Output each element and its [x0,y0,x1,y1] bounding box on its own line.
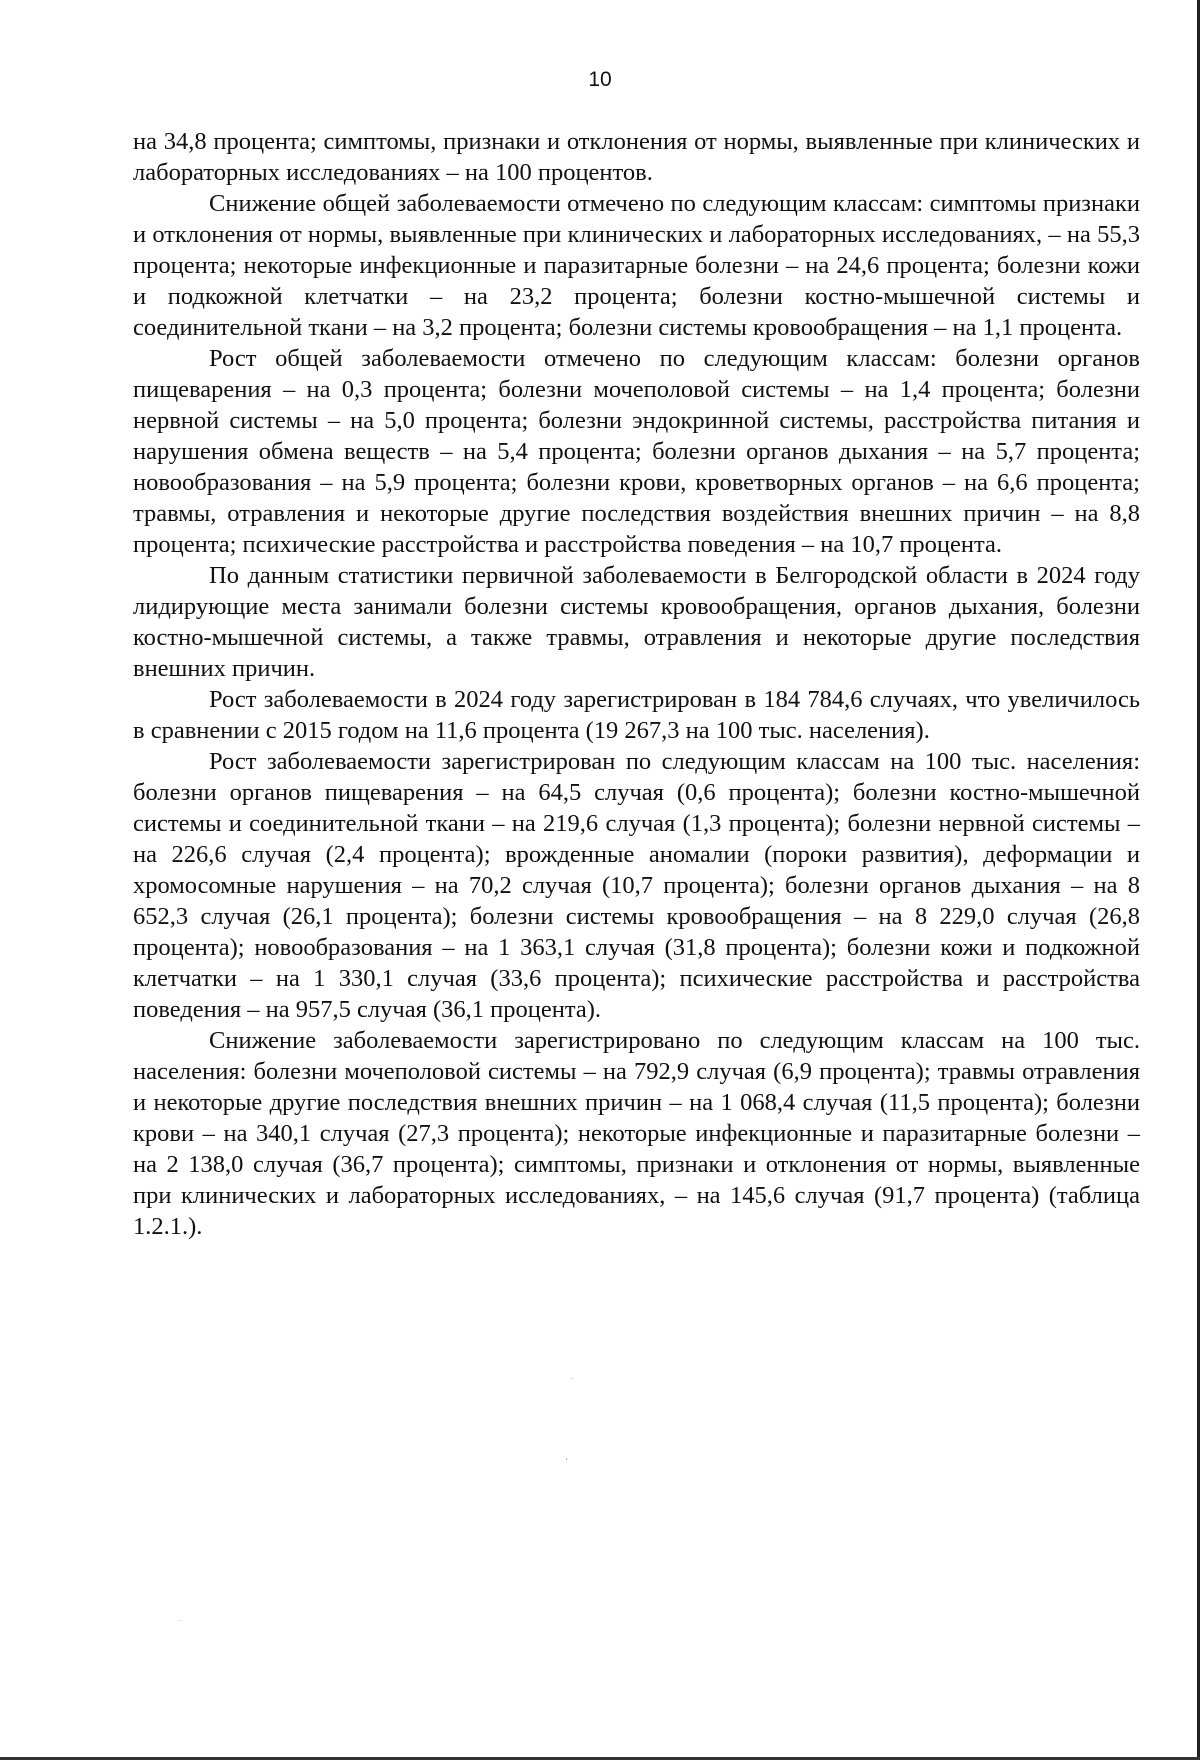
scan-speck [566,1458,567,1460]
paragraph-primary-morbidity-leaders: По данным статистики первичной заболеваемости в Белгородской области в 2024 году лидирующие места занимали болезни системы кровообращения, органов дыхания, болезни костно-мышечной системы, а также травмы, отравления и некоторые другие последствия внешних причин. [133,562,1140,682]
scan-speck [571,1378,572,1379]
scan-speck [180,1620,181,1621]
paragraph-decrease-by-class: Снижение заболеваемости зарегистрировано по следующим классам на 100 тыс. населения: болезни мочеполовой системы – на 792,9 случая (6,9 процента); травмы отравления и некоторые другие последствия внешних причин – на 1 068,4 случая (11,5 процента); болезни крови – на 340,1 случая (27,3 процента); некоторые инфекционные и паразитарные болезни – на 2 138,0 случая (36,7 процента); симптомы, признаки и отклонения от нормы, выявленные при клинических и лабораторных исследованиях, – на 145,6 случая (91,7 процента) (таблица 1.2.1.). [133,1027,1140,1240]
body-text [133,126,1140,1242]
paragraph-continuation: на 34,8 процента; симптомы, признаки и отклонения от нормы, выявленные при клинических и лабораторных исследованиях – на 100 процентов. [133,128,1140,186]
paragraph-growth-by-class: Рост заболеваемости зарегистрирован по следующим классам на 100 тыс. населения: болезни органов пищеварения – на 64,5 случая (0,6 процента); болезни костно-мышечной системы и соединительной ткани – на 219,6 случая (1,3 процента); болезни нервной системы – на 226,6 случая (2,4 процента); врожденные аномалии (пороки развития), деформации и хромосомные нарушения – на 70,2 случая (10,7 процента); болезни органов дыхания – на 8 652,3 случая (26,1 процента); болезни системы кровообращения – на 8 229,0 случая (26,8 процента); новообразования – на 1 363,1 случая (31,8 процента); болезни кожи и подкожной клетчатки – на 1 330,1 случая (33,6 процента); психические расстройства и расстройства поведения – на 957,5 случая (36,1 процента). [133,748,1140,1023]
paragraph-general-morbidity-increase: Рост общей заболеваемости отмечено по следующим классам: болезни органов пищеварения – на 0,3 процента; болезни мочеполовой системы – на 1,4 процента; болезни нервной системы – на 5,0 процента; болезни эндокринной системы, расстройства питания и нарушения обмена веществ – на 5,4 процента; болезни органов дыхания – на 5,7 процента; новообразования – на 5,9 процента; болезни крови, кроветворных органов – на 6,6 процента; травмы, отравления и некоторые другие последствия воздействия внешних причин – на 8,8 процента; психические расстройства и расстройства поведения – на 10,7 процента. [133,345,1140,558]
page-number: 10 [588,68,612,91]
paragraph-morbidity-growth-2024: Рост заболеваемости в 2024 году зарегистрирован в 184 784,6 случаях, что увеличилось в сравнении с 2015 годом на 11,6 процента (19 267,3 на 100 тыс. населения). [133,686,1140,744]
paragraph-general-morbidity-decrease: Снижение общей заболеваемости отмечено по следующим классам: симптомы признаки и отклонения от нормы, выявленные при клинических и лабораторных исследованиях, – на 55,3 процента; некоторые инфекционные и паразитарные болезни – на 24,6 процента; болезни кожи и подкожной клетчатки – на 23,2 процента; болезни костно-мышечной системы и соединительной ткани – на 3,2 процента; болезни системы кровообращения – на 1,1 процента. [133,190,1140,341]
